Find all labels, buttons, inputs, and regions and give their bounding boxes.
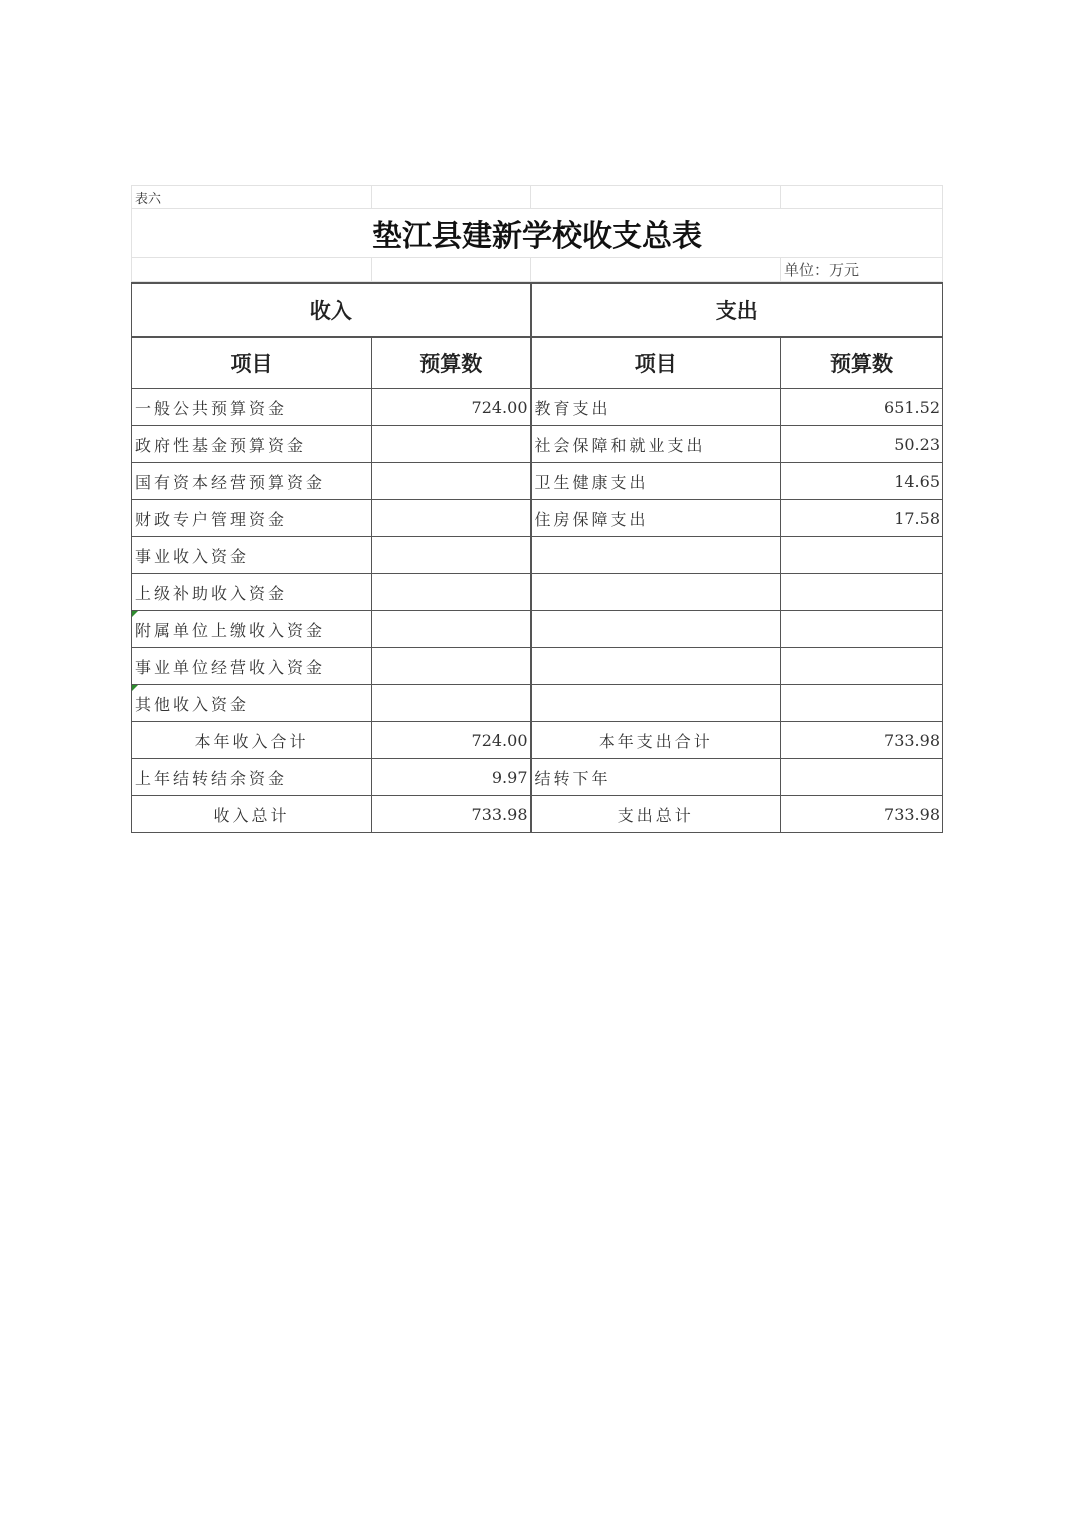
sheet-header-grid xyxy=(131,185,943,282)
table-row xyxy=(132,426,943,463)
expense-item xyxy=(531,537,781,574)
expense-budget-header: 预算数 xyxy=(781,337,943,389)
expense-value xyxy=(781,611,943,648)
expense-item: 教育支出 xyxy=(531,389,781,426)
income-value xyxy=(372,648,531,685)
subtotal-row xyxy=(132,722,943,759)
income-item: 一般公共预算资金 xyxy=(132,389,372,426)
income-item: 政府性基金预算资金 xyxy=(132,426,372,463)
expense-subtotal-value: 733.98 xyxy=(781,722,943,759)
expense-value xyxy=(781,574,943,611)
income-value xyxy=(372,611,531,648)
total-row xyxy=(132,796,943,833)
income-item: 附属单位上缴收入资金 xyxy=(132,611,372,648)
income-item: 事业单位经营收入资金 xyxy=(132,648,372,685)
expense-carryover-label: 结转下年 xyxy=(531,759,781,796)
income-budget-header: 预算数 xyxy=(372,337,531,389)
income-item: 其他收入资金 xyxy=(132,685,372,722)
expense-item: 卫生健康支出 xyxy=(531,463,781,500)
expense-subtotal-label: 本年支出合计 xyxy=(531,722,781,759)
expense-item: 住房保障支出 xyxy=(531,500,781,537)
income-value xyxy=(372,463,531,500)
income-item-header: 项目 xyxy=(132,337,372,389)
expense-item: 社会保障和就业支出 xyxy=(531,426,781,463)
expense-value: 50.23 xyxy=(781,426,943,463)
table-row xyxy=(132,500,943,537)
income-value xyxy=(372,574,531,611)
income-item: 财政专户管理资金 xyxy=(132,500,372,537)
table-row xyxy=(132,648,943,685)
expense-value: 17.58 xyxy=(781,500,943,537)
table-row xyxy=(132,537,943,574)
expense-value: 651.52 xyxy=(781,389,943,426)
income-value xyxy=(372,426,531,463)
expense-item xyxy=(531,685,781,722)
expense-value xyxy=(781,648,943,685)
table-row xyxy=(132,463,943,500)
expense-total-value: 733.98 xyxy=(781,796,943,833)
expense-total-label: 支出总计 xyxy=(531,796,781,833)
income-value xyxy=(372,537,531,574)
income-item: 国有资本经营预算资金 xyxy=(132,463,372,500)
income-item: 事业收入资金 xyxy=(132,537,372,574)
table-row xyxy=(132,611,943,648)
expense-section-header: 支出 xyxy=(531,283,943,337)
expense-item xyxy=(531,611,781,648)
income-total-label: 收入总计 xyxy=(132,796,372,833)
expense-item xyxy=(531,648,781,685)
expense-value: 14.65 xyxy=(781,463,943,500)
budget-sheet xyxy=(131,185,942,833)
income-carryover-label: 上年结转结余资金 xyxy=(132,759,372,796)
income-carryover-value: 9.97 xyxy=(372,759,531,796)
expense-value xyxy=(781,685,943,722)
unit-label: 单位：万元 xyxy=(781,258,943,282)
income-subtotal-label: 本年收入合计 xyxy=(132,722,372,759)
expense-value xyxy=(781,537,943,574)
income-value: 724.00 xyxy=(372,389,531,426)
expense-item-header: 项目 xyxy=(531,337,781,389)
income-value xyxy=(372,685,531,722)
expense-item xyxy=(531,574,781,611)
carryover-row xyxy=(132,759,943,796)
income-expense-table xyxy=(131,282,943,833)
income-subtotal-value: 724.00 xyxy=(372,722,531,759)
income-total-value: 733.98 xyxy=(372,796,531,833)
table-label: 表六 xyxy=(132,186,372,209)
table-row xyxy=(132,685,943,722)
table-row xyxy=(132,389,943,426)
income-section-header: 收入 xyxy=(132,283,531,337)
page-title: 垫江县建新学校收支总表 xyxy=(132,209,943,258)
expense-carryover-value xyxy=(781,759,943,796)
income-item: 上级补助收入资金 xyxy=(132,574,372,611)
income-value xyxy=(372,500,531,537)
table-row xyxy=(132,574,943,611)
